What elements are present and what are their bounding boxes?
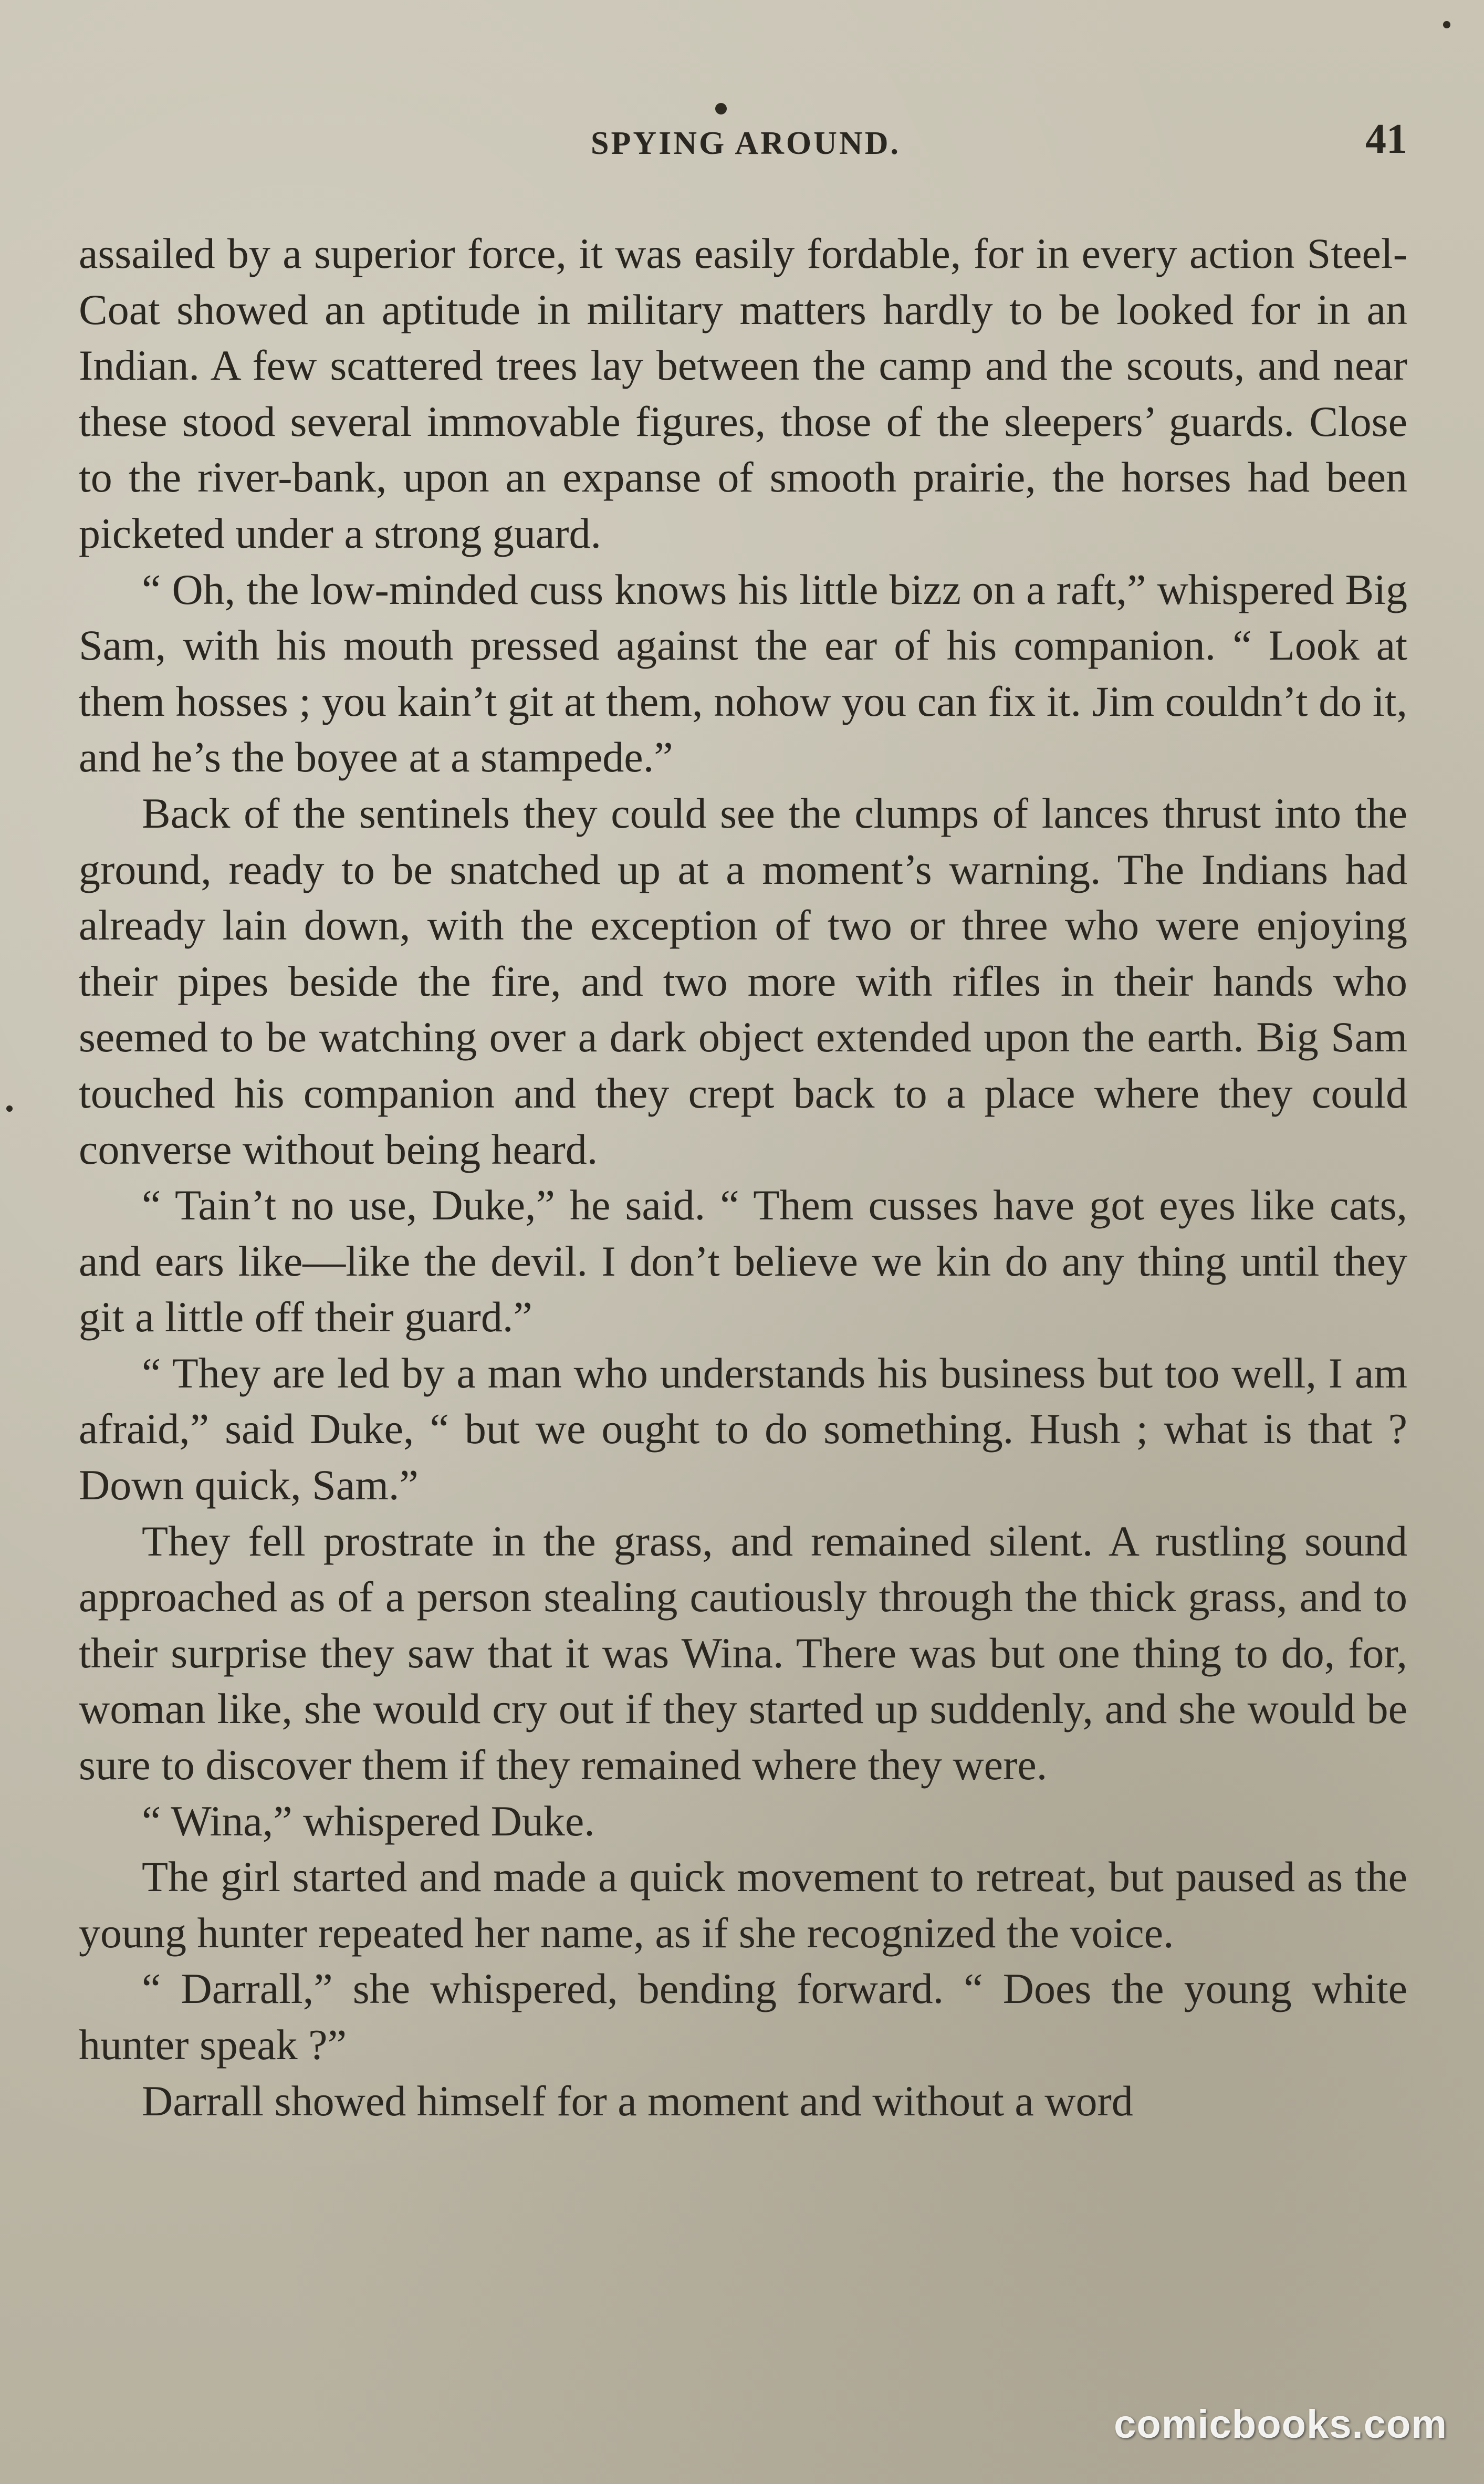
body-text — [79, 226, 1407, 2129]
ink-speck — [715, 103, 727, 114]
paragraph: Darrall showed himself for a moment and without a word — [142, 2076, 1133, 2125]
watermark: comicbooks.com — [1114, 2402, 1447, 2447]
paragraph: assailed by a superior force, it was easily fordable, for in every action Steel-Coat showed an aptitude in military matters hardly to be looked for in an Indian. A few scattered trees lay between the camp and the scouts, and near these stood several immovable figures, those of the sleepers’ guards. Close to the river-bank, upon an expanse of smooth prairie, the horses had been picketed under a strong guard. — [79, 229, 1407, 557]
paragraph: Back of the sentinels they could see the clumps of lances thrust into the ground, ready to be snatched up at a moment’s warning. The Indians had already lain down, with the exception of two or three who were enjoying their pipes beside the fire, and two more with rifles in their hands who seemed to be watching over a dark object extended upon the earth. Big Sam touched his companion and they crept back to a place where they could converse without being heard. — [79, 789, 1407, 1173]
paragraph: The girl started and made a quick movement to retreat, but paused as the young hunter repeated her name, as if she recognized the voice. — [79, 1853, 1407, 1957]
paragraph: “ Darrall,” she whispered, bending forward. “ Does the young white hunter speak ?” — [79, 1965, 1407, 2069]
page-number: 41 — [1365, 116, 1407, 162]
running-head: SPYING AROUND. — [591, 126, 901, 161]
ink-speck — [6, 1105, 13, 1112]
paragraph: “ They are led by a man who understands his business but too well, I am afraid,” said Duke, “ but we ought to do something. Hush ; what is that ? Down quick, Sam.” — [79, 1349, 1407, 1509]
paragraph: They fell prostrate in the grass, and remained silent. A rustling sound approached as of a person stealing cautiously through the thick grass, and to their surprise they saw that it was Wina. There was but one thing to do, for, woman like, she would cry out if they started up suddenly, and she would be sure to discover them if they remained where they were. — [79, 1517, 1407, 1789]
paragraph: “ Oh, the low-minded cuss knows his little bizz on a raft,” whispered Big Sam, with his mouth pressed against the ear of his companion. “ Look at them hosses ; you kain’t git at them, nohow you can fix it. Jim couldn’t do it, and he’s the boyee at a stampede.” — [79, 565, 1407, 781]
paragraph: “ Wina,” whispered Duke. — [142, 1797, 595, 1845]
paragraph: “ Tain’t no use, Duke,” he said. “ Them cusses have got eyes like cats, and ears like—like the devil. I don’t believe we kin do any thing until they git a little off their guard.” — [79, 1181, 1407, 1341]
page-header — [84, 110, 1407, 168]
ink-speck — [1443, 21, 1450, 28]
